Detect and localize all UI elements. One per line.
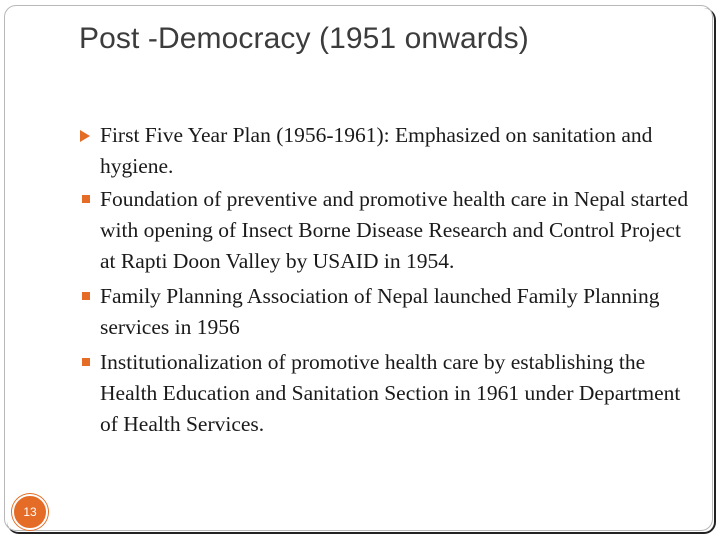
sub-bullet-text: Institutionalization of promotive health care by establishing the Health Education and Sanitation Section in 1961 under Department of Health Services. — [100, 350, 681, 436]
arrow-bullet-icon — [80, 130, 90, 142]
sub-bullet-text: Foundation of preventive and promotive health care in Nepal started with opening of Insect Borne Disease Research and Control Project at Rapti Doon Valley by USAID in 1954. — [100, 187, 689, 273]
main-bullet-text: First Five Year Plan (1956-1961): Emphasized on sanitation and hygiene. — [100, 123, 653, 178]
square-bullet-icon — [82, 358, 90, 366]
square-bullet-icon — [82, 292, 90, 300]
sub-bullet-text: Family Planning Association of Nepal launched Family Planning services in 1956 — [100, 284, 660, 339]
sub-bullet-item — [80, 281, 695, 343]
main-bullet-item — [80, 120, 695, 182]
sub-bullet-item — [80, 184, 695, 277]
square-bullet-icon — [82, 195, 90, 203]
slide-title: Post -Democracy (1951 onwards) — [79, 22, 529, 55]
slide-number-badge: 13 — [12, 494, 48, 530]
sub-bullet-item — [80, 347, 695, 440]
slide-content — [80, 120, 695, 444]
